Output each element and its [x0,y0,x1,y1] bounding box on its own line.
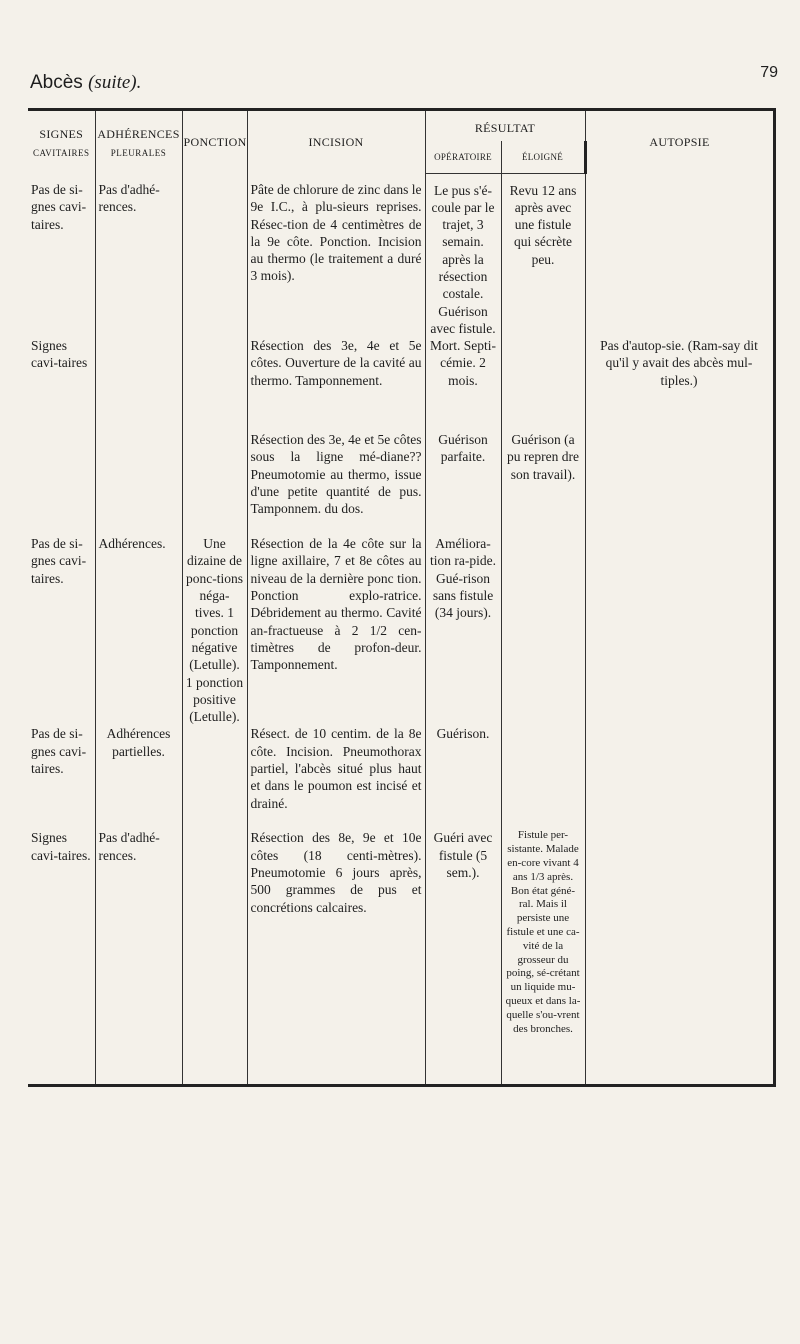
abscess-table [28,108,774,1087]
cell-signes [28,431,95,535]
cell-adherences: Adhérences partielles. [95,725,182,829]
cell-eloigne: Fistule per-sistante. Malade en-core vivant 4 ans 1/3 après. Bon état géné-ral. Mais il persiste une fistule et une ca-vité de la grosseur du poing, sé-crétant un liquide mu-queux et dans la-quelle s'ou-vrent des bronches. [501,829,585,1085]
page-number: 79 [760,64,778,81]
cell-ponction [182,829,247,1085]
header-adherences: ADHÉRENCES PLEURALES [95,110,182,174]
cell-ponction [182,431,247,535]
cell-adherences: Pas d'adhé-rences. [95,173,182,337]
cell-incision: Résect. de 10 centim. de la 8e côte. Incision. Pneumothorax partiel, l'abcès situé plus haut et dans le poumon est incisé et drainé. [247,725,425,829]
table-row [28,829,774,1085]
cell-autopsie: Pas d'autop-sie. (Ram-say dit qu'il y avait des abcès mul-tiples.) [585,337,774,431]
cell-incision: Résection des 3e, 4e et 5e côtes. Ouverture de la cavité au thermo. Tamponnement. [247,337,425,431]
header-eloigne: ÉLOIGNÉ [501,141,585,173]
cell-operatoire: Le pus s'é-coule par le trajet, 3 semain. après la résection costale. Guérison avec fistule. [425,173,501,337]
cell-incision: Pâte de chlorure de zinc dans le 9e I.C., à plu-sieurs reprises. Résec-tion de 4 centimètres de la 9e côte. Ponction. Incision au thermo (le traitement a duré 3 mois). [247,173,425,337]
running-title: Abcès (suite). [30,72,142,93]
cell-adherences: Adhérences. [95,535,182,725]
cell-ponction [182,173,247,337]
table-row [28,431,774,535]
header-operatoire: OPÉRATOIRE [425,141,501,173]
cell-incision: Résection des 8e, 9e et 10e côtes (18 centi-mètres). Pneumotomie 6 jours après, 500 grammes de pus et concrétions calcaires. [247,829,425,1085]
cell-signes: Signes cavi-taires [28,337,95,431]
table-row [28,337,774,431]
header-ponction: PONCTION [182,110,247,174]
cell-incision: Résection des 3e, 4e et 5e côtes sous la ligne mé-diane?? Pneumotomie au thermo, issue d'une petite quantité de pus. Tamponnem. du dos. [247,431,425,535]
cell-incision: Résection de la 4e côte sur la ligne axillaire, 7 et 8e côtes au niveau de la dernière ponc tion. Ponction explo-ratrice. Débridement au thermo. Cavité an-fractueuse à 2 1/2 cen-timètres de profon-deur. Tamponnement. [247,535,425,725]
cell-adherences: Pas d'adhé-rences. [95,829,182,1085]
cell-operatoire: Guérison parfaite. [425,431,501,535]
cell-eloigne [501,725,585,829]
cell-eloigne: Revu 12 ans après avec une fistule qui sécrète peu. [501,173,585,337]
cell-signes: Pas de si-gnes cavi-taires. [28,173,95,337]
cell-adherences [95,337,182,431]
cell-eloigne: Guérison (a pu repren dre son travail). [501,431,585,535]
cell-ponction [182,725,247,829]
header-resultat: RÉSULTAT [425,110,585,142]
cell-autopsie [585,535,774,725]
cell-autopsie [585,431,774,535]
cell-autopsie [585,829,774,1085]
cell-ponction: Une dizaine de ponc-tions néga-tives. 1 ponction négative (Letulle). 1 ponction positive (Letulle). [182,535,247,725]
cell-signes: Signes cavi-taires. [28,829,95,1085]
cell-ponction [182,337,247,431]
cell-operatoire: Guéri avec fistule (5 sem.). [425,829,501,1085]
cell-operatoire: Améliora-tion ra-pide. Gué-rison sans fistule (34 jours). [425,535,501,725]
header-incision: INCISION [247,110,425,174]
cell-adherences [95,431,182,535]
cell-eloigne [501,337,585,431]
cell-operatoire: Guérison. [425,725,501,829]
cell-signes: Pas de si-gnes cavi-taires. [28,535,95,725]
table-row [28,535,774,725]
header-autopsie: AUTOPSIE [585,110,774,174]
cell-operatoire: Mort. Septi-cémie. 2 mois. [425,337,501,431]
page-header [30,62,778,102]
cell-autopsie [585,173,774,337]
table-row [28,725,774,829]
table-row [28,173,774,337]
cell-signes: Pas de si-gnes cavi-taires. [28,725,95,829]
cell-autopsie [585,725,774,829]
header-signes: SIGNES CAVITAIRES [28,110,95,174]
cell-eloigne [501,535,585,725]
